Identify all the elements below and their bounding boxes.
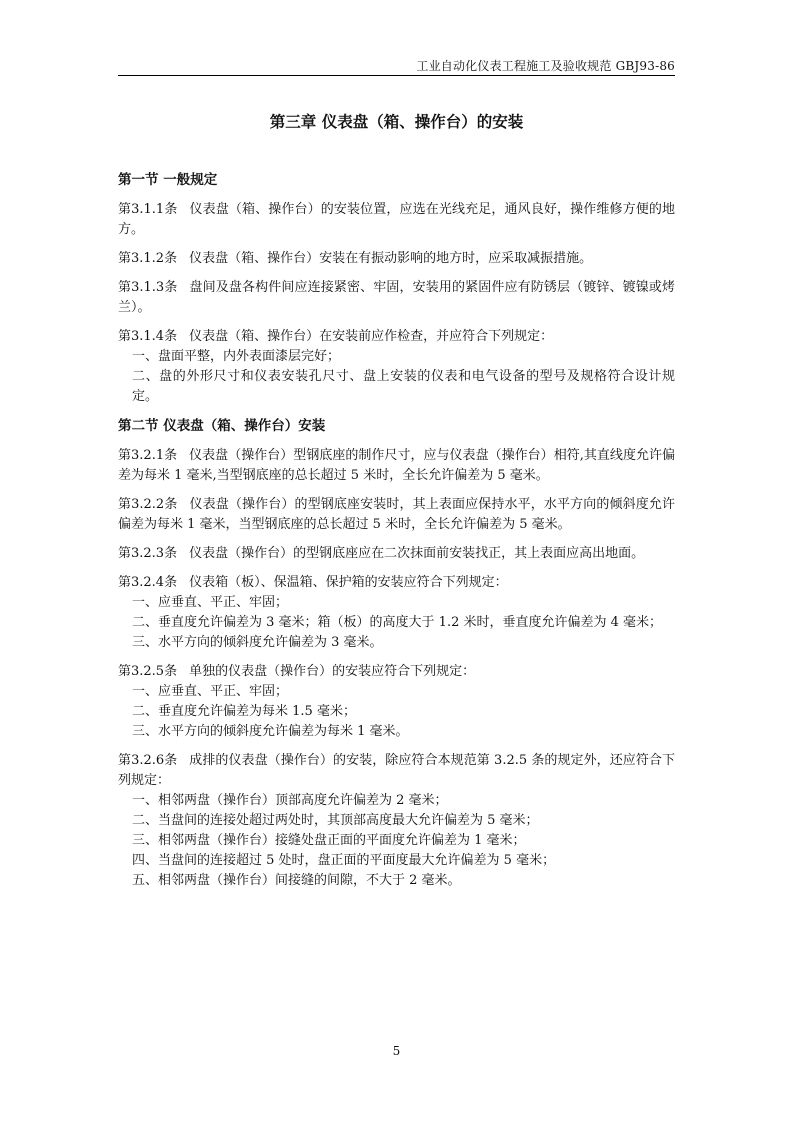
article: [118, 249, 675, 269]
article-text: 盘间及盘各构件间应连接紧密、牢固，安装用的紧固件应有防锈层（镀锌、镀镍或烤兰）。: [118, 280, 675, 315]
article-number: 第3.2.3条: [118, 546, 178, 561]
article-number: 第3.2.4条: [118, 575, 178, 590]
article-item: 一、应垂直、平正、牢固；: [132, 684, 289, 699]
article-number: 第3.2.5条: [118, 664, 178, 679]
page-content: [118, 112, 675, 900]
article-paragraph: [118, 249, 675, 269]
article-paragraph: [118, 495, 675, 535]
article: [118, 573, 675, 653]
article-number: 第3.2.2条: [118, 497, 178, 512]
article: [118, 446, 675, 486]
article-paragraph: [118, 327, 675, 347]
article-text: 仪表盘（操作台）的型钢底座应在二次抹面前安装找正，其上表面应高出地面。: [189, 546, 645, 561]
article: [118, 751, 675, 891]
article: [118, 200, 675, 240]
article-number: 第3.1.3条: [118, 280, 178, 295]
article-item: 四、当盘间的连接超过 5 处时，盘正面的平面度最大允许偏差为 5 毫米；: [132, 853, 556, 868]
article-number: 第3.1.4条: [118, 329, 178, 344]
article-item: 五、相邻两盘（操作台）间接缝的间隙，不大于 2 毫米。: [132, 873, 461, 888]
running-header: 工业自动化仪表工程施工及验收规范 GBJ93-86: [416, 59, 675, 73]
article-paragraph: [118, 544, 675, 564]
article: [118, 544, 675, 564]
article-number: 第3.2.1条: [118, 448, 178, 463]
section-heading: 第二节 仪表盘（箱、操作台）安装: [118, 418, 326, 434]
article-item: 三、水平方向的倾斜度允许偏差为 3 毫米。: [132, 635, 383, 650]
article-paragraph: [118, 573, 675, 593]
section-heading: 第一节 一般规定: [118, 172, 218, 188]
article-text: 仪表盘（操作台）型钢底座的制作尺寸，应与仪表盘（操作台）相符,其直线度允许偏差为每米 1 毫米,当型钢底座的总长超过 5 米时，全长允许偏差为 5 毫米。: [118, 448, 675, 483]
article-text: 仪表盘（操作台）的型钢底座安装时，其上表面应保持水平，水平方向的倾斜度允许偏差为每米 1 毫米，当型钢底座的总长超过 5 米时，全长允许偏差为 5 毫米。: [118, 497, 675, 532]
chapter-title: 第三章 仪表盘（箱、操作台）的安装: [269, 113, 524, 131]
article-text: 仪表箱（板）、保温箱、保护箱的安装应符合下列规定：: [189, 575, 508, 590]
header-rule: [118, 75, 675, 76]
article-text: 仪表盘（箱、操作台）安装在有振动影响的地方时，应采取减振措施。: [189, 251, 593, 266]
article-paragraph: [118, 446, 675, 486]
page-number: 5: [392, 1044, 401, 1058]
article-paragraph: [118, 278, 675, 318]
article-item: 三、水平方向的倾斜度允许偏差为每米 1 毫米。: [132, 724, 409, 739]
article-paragraph: [118, 751, 675, 791]
article-paragraph: [118, 200, 675, 240]
article-item: 二、垂直度允许偏差为 3 毫米；箱（板）的高度大于 1.2 米时，垂直度允许偏差为 4 毫米；: [132, 615, 663, 630]
sections-container: [118, 170, 675, 891]
article-item: 一、盘面平整，内外表面漆层完好；: [132, 349, 341, 364]
article-item: 二、垂直度允许偏差为每米 1.5 毫米；: [132, 704, 356, 719]
article-item: 一、应垂直、平正、牢固；: [132, 595, 289, 610]
article-item: 一、相邻两盘（操作台）顶部高度允许偏差为 2 毫米；: [132, 793, 448, 808]
article-number: 第3.2.6条: [118, 753, 178, 768]
article-item: 二、盘的外形尺寸和仪表安装孔尺寸、盘上安装的仪表和电气设备的型号及规格符合设计规定。: [132, 369, 675, 404]
article-text: 仪表盘（箱、操作台）的安装位置，应选在光线充足，通风良好，操作维修方便的地方。: [118, 202, 675, 237]
article-item: 二、当盘间的连接处超过两处时，其顶部高度最大允许偏差为 5 毫米；: [132, 813, 539, 828]
article-item: 三、相邻两盘（操作台）接缝处盘正面的平面度允许偏差为 1 毫米；: [132, 833, 526, 848]
article: [118, 495, 675, 535]
article-text: 单独的仪表盘（操作台）的安装应符合下列规定：: [189, 664, 476, 679]
article: [118, 662, 675, 742]
article-text: 成排的仪表盘（操作台）的安装，除应符合本规范第 3.2.5 条的规定外，还应符合下列规定：: [118, 753, 675, 788]
article-number: 第3.1.2条: [118, 251, 178, 266]
article-paragraph: [118, 662, 675, 682]
article: [118, 278, 675, 318]
article: [118, 327, 675, 407]
article-number: 第3.1.1条: [118, 202, 178, 217]
article-text: 仪表盘（箱、操作台）在安装前应作检查，并应符合下列规定：: [189, 329, 554, 344]
